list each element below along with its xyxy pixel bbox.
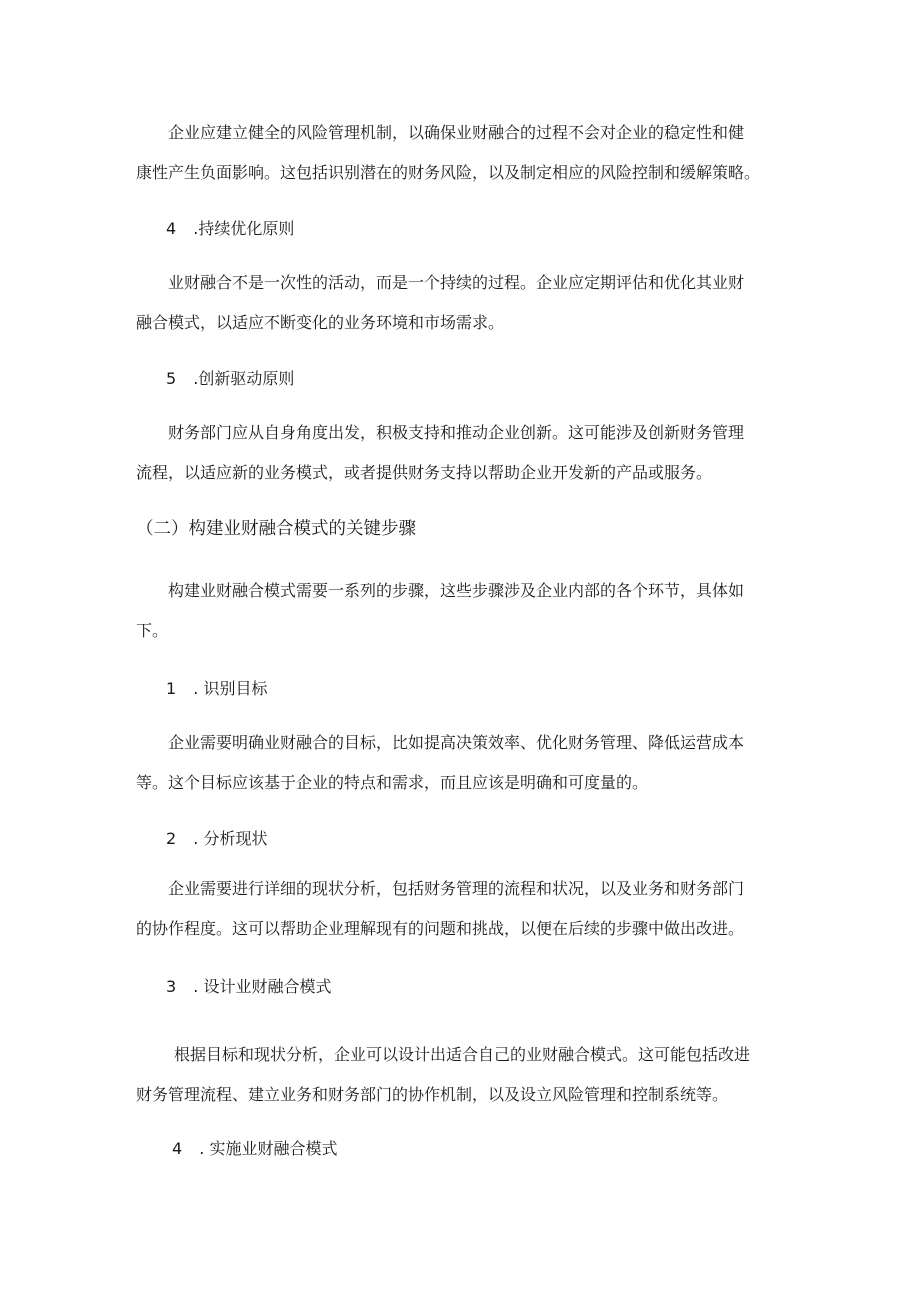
step-text: . 设计业财融合模式 (193, 977, 332, 996)
heading-number: 4 (166, 219, 177, 238)
paragraph-status-analysis (136, 874, 796, 944)
paragraph-line: 流程，以适应新的业务模式，或者提供财务支持以帮助企业开发新的产品或服务。 (136, 463, 713, 482)
step-number: 2 (166, 829, 177, 848)
paragraph-goals (136, 728, 796, 798)
paragraph-line: 下。 (136, 621, 169, 640)
paragraph-continuous-process (136, 268, 796, 338)
step-heading-implement-model (172, 1134, 337, 1164)
paragraph-line: 企业需要进行详细的现状分析，包括财务管理的流程和状况，以及业务和财务部门 (168, 879, 745, 898)
step-number: 3 (166, 977, 177, 996)
paragraph-line: 业财融合不是一次性的活动，而是一个持续的过程。企业应定期评估和优化其业财 (168, 273, 745, 292)
paragraph-line: 康性产生负面影响。这包括识别潜在的财务风险，以及制定相应的风险控制和缓解策略。 (136, 163, 761, 182)
heading-continuous-optimization (166, 214, 294, 244)
heading-text: .持续优化原则 (193, 219, 295, 238)
paragraph-line: 构建业财融合模式需要一系列的步骤，这些步骤涉及企业内部的各个环节，具体如 (168, 581, 745, 600)
paragraph-risk-management (136, 118, 796, 188)
step-text: . 识别目标 (193, 679, 268, 698)
step-number: 4 (172, 1139, 183, 1158)
paragraph-line: 根据目标和现状分析，企业可以设计出适合自己的业财融合模式。这可能包括改进 (174, 1045, 751, 1064)
step-heading-analyze-status (166, 824, 267, 854)
step-text: . 分析现状 (193, 829, 268, 848)
step-number: 1 (166, 679, 177, 698)
paragraph-line: 财务管理流程、建立业务和财务部门的协作机制，以及设立风险管理和控制系统等。 (136, 1085, 729, 1104)
paragraph-innovation-support (136, 418, 796, 488)
paragraph-line: 企业应建立健全的风险管理机制，以确保业财融合的过程不会对企业的稳定性和健 (168, 123, 745, 142)
heading-text: .创新驱动原则 (193, 369, 295, 388)
section-title-key-steps: （二）构建业财融合模式的关键步骤 (136, 519, 416, 539)
step-heading-identify-goals (166, 674, 267, 704)
paragraph-steps-intro (136, 576, 796, 646)
paragraph-line: 财务部门应从自身角度出发，积极支持和推动企业创新。这可能涉及创新财务管理 (168, 423, 745, 442)
paragraph-line: 的协作程度。这可以帮助企业理解现有的问题和挑战，以便在后续的步骤中做出改进。 (136, 919, 745, 938)
paragraph-design (136, 1040, 796, 1110)
paragraph-line: 等。这个目标应该基于企业的特点和需求，而且应该是明确和可度量的。 (136, 773, 649, 792)
heading-number: 5 (166, 369, 177, 388)
paragraph-line: 融合模式，以适应不断变化的业务环境和市场需求。 (136, 313, 505, 332)
heading-innovation-driven (166, 364, 294, 394)
step-heading-design-model (166, 972, 331, 1002)
paragraph-line: 企业需要明确业财融合的目标，比如提高决策效率、优化财务管理、降低运营成本 (168, 733, 745, 752)
step-text: . 实施业财融合模式 (199, 1139, 338, 1158)
